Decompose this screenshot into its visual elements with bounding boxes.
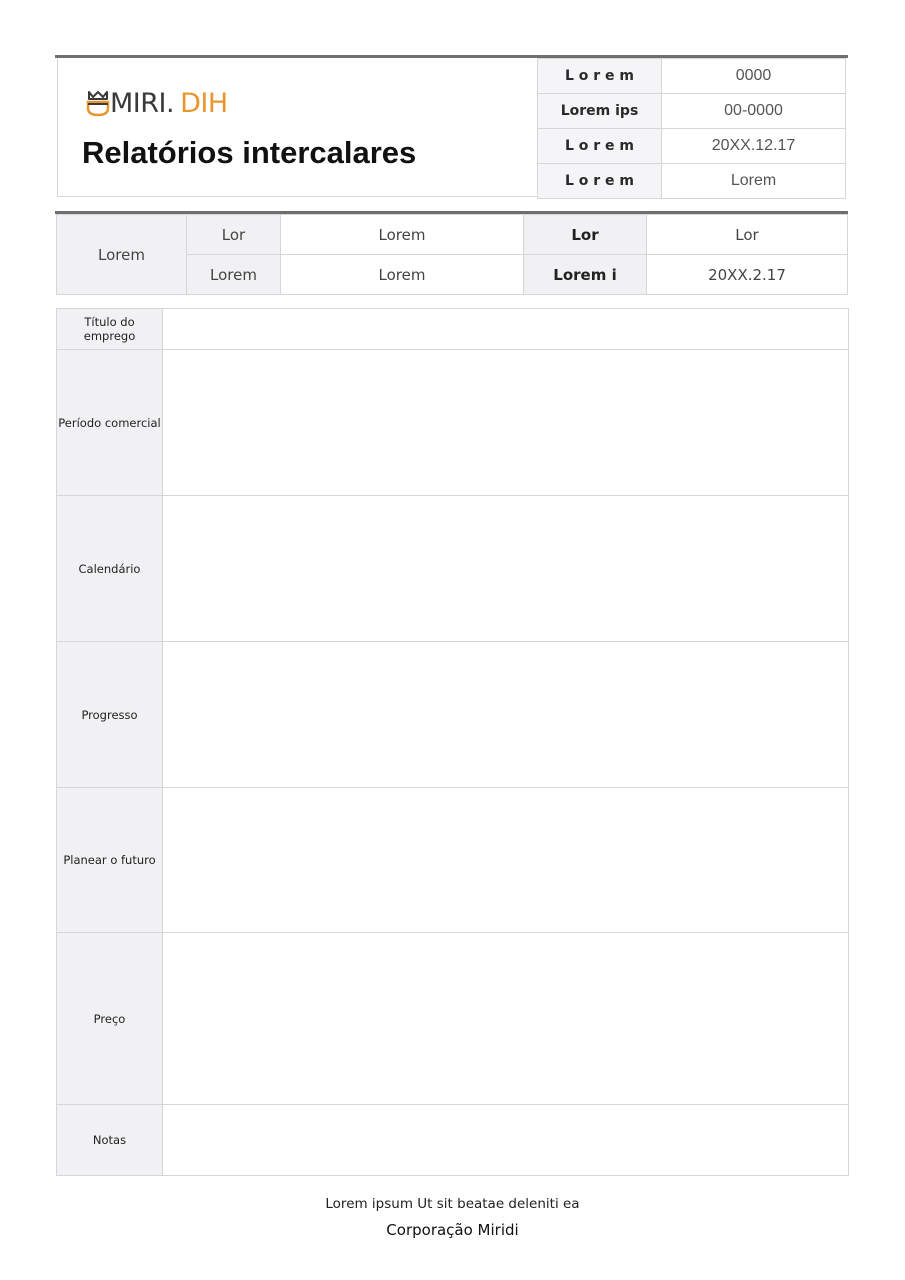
form-field-notes[interactable] xyxy=(163,1105,849,1176)
form-field-price[interactable] xyxy=(163,933,849,1105)
form-field-calendar[interactable] xyxy=(163,496,849,642)
form-row xyxy=(57,788,849,933)
meta-value: 0000 xyxy=(662,59,846,94)
form-row xyxy=(57,933,849,1105)
form-row xyxy=(57,350,849,496)
info-key: Lor xyxy=(524,215,647,255)
header-meta-table xyxy=(537,58,846,199)
form-label-price: Preço xyxy=(57,933,163,1105)
company-logo xyxy=(86,86,228,120)
info-key: Lorem i xyxy=(524,255,647,295)
logo-text-dih: DIH xyxy=(180,87,228,119)
form-row xyxy=(57,496,849,642)
meta-row xyxy=(538,94,846,129)
form-field-commercial-period[interactable] xyxy=(163,350,849,496)
meta-value: Lorem xyxy=(662,164,846,199)
form-field-progress[interactable] xyxy=(163,642,849,788)
form-label-future-plan: Planear o futuro xyxy=(57,788,163,933)
info-group-label: Lorem xyxy=(57,215,187,295)
info-value: Lor xyxy=(647,215,848,255)
meta-key: L o r e m xyxy=(538,59,662,94)
meta-value: 00-0000 xyxy=(662,94,846,129)
info-value: Lorem xyxy=(281,255,524,295)
form-label-commercial-period: Período comercial xyxy=(57,350,163,496)
meta-value: 20XX.12.17 xyxy=(662,129,846,164)
info-value: Lorem xyxy=(281,215,524,255)
info-value: 20XX.2.17 xyxy=(647,255,848,295)
form-label-job-title: Título do emprego xyxy=(57,309,163,350)
info-table xyxy=(56,214,848,295)
report-form-table xyxy=(56,308,849,1176)
info-key: Lor xyxy=(187,215,281,255)
info-row xyxy=(57,215,848,255)
logo-text-miri: MIRI. xyxy=(110,87,175,119)
meta-key: L o r e m xyxy=(538,164,662,199)
form-row xyxy=(57,642,849,788)
footer-company-name: Corporação Miridi xyxy=(386,1221,519,1239)
meta-row xyxy=(538,59,846,94)
form-row xyxy=(57,309,849,350)
meta-key: L o r e m xyxy=(538,129,662,164)
hat-logo-icon xyxy=(86,88,110,118)
form-label-progress: Progresso xyxy=(57,642,163,788)
form-field-job-title[interactable] xyxy=(163,309,849,350)
info-key: Lorem xyxy=(187,255,281,295)
form-label-notes: Notas xyxy=(57,1105,163,1176)
form-field-future-plan[interactable] xyxy=(163,788,849,933)
form-row xyxy=(57,1105,849,1176)
footer-tagline: Lorem ipsum Ut sit beatae deleniti ea xyxy=(325,1196,580,1212)
meta-key: Lorem ips xyxy=(538,94,662,129)
header-title-panel xyxy=(57,58,538,197)
document-title: Relatórios intercalares xyxy=(82,135,417,170)
meta-row xyxy=(538,164,846,199)
form-label-calendar: Calendário xyxy=(57,496,163,642)
meta-row xyxy=(538,129,846,164)
